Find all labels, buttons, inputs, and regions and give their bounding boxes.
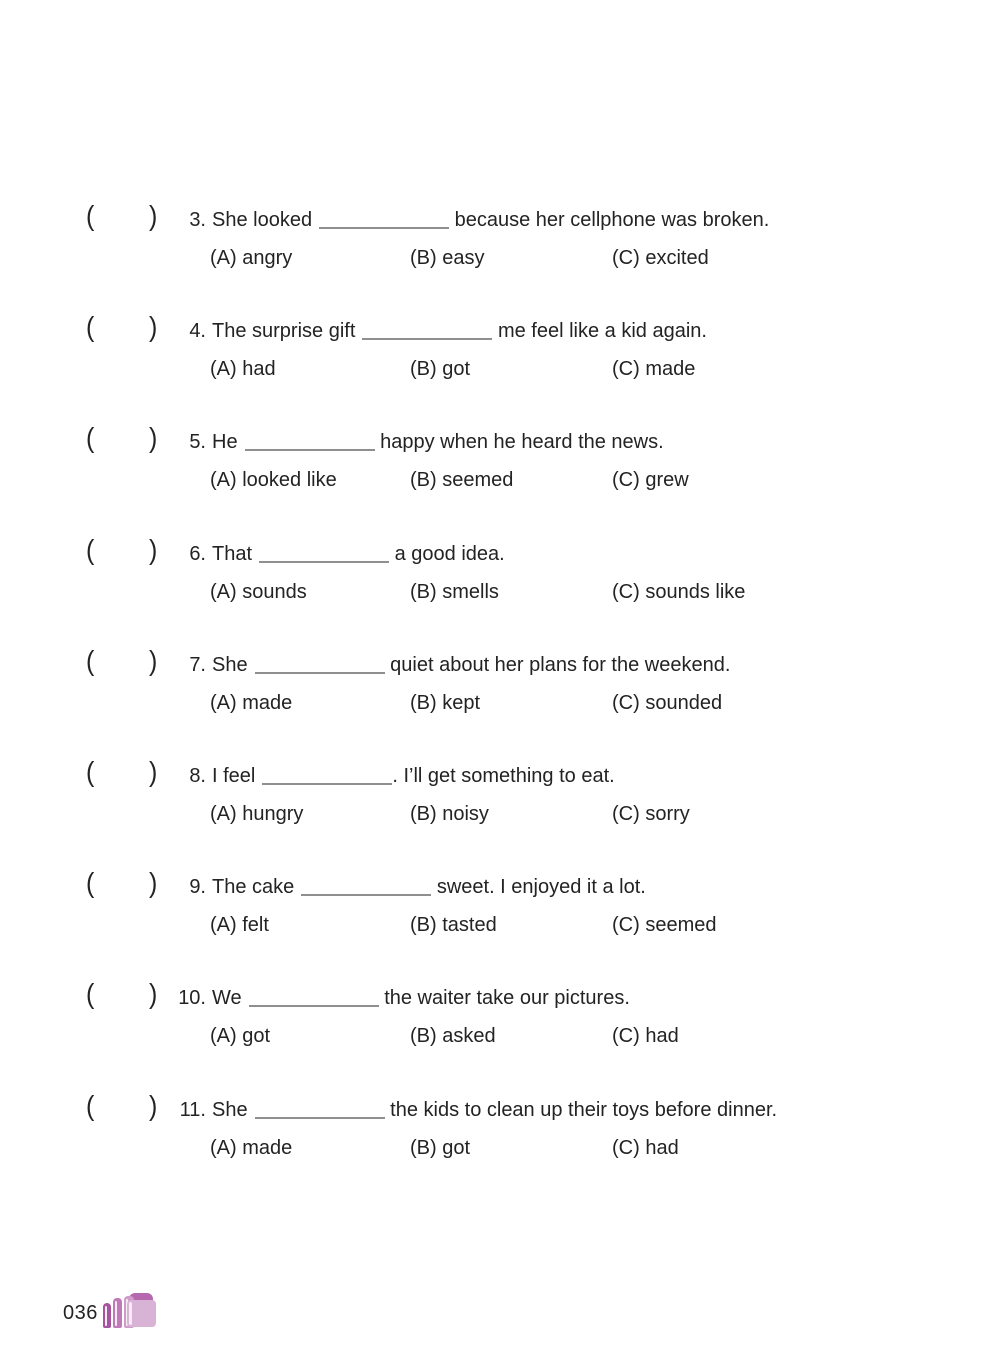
option-label: (C) (612, 1136, 640, 1159)
option-label: (C) (612, 691, 640, 714)
answer-paren-close: ) (149, 422, 158, 455)
question-text (212, 1098, 777, 1122)
option-text: tasted (442, 914, 497, 937)
answer-paren-open: ( (86, 422, 95, 455)
question-line (0, 978, 1000, 1010)
book-front-cover (127, 1300, 156, 1327)
option-label: (B) (410, 247, 437, 269)
question-text (212, 542, 505, 566)
option-text: asked (442, 1025, 496, 1048)
option-text: made (242, 691, 293, 714)
question-number: 5. (189, 431, 206, 454)
option-text: seemed (442, 469, 514, 492)
question-row (0, 756, 1000, 875)
option-label: (C) (612, 802, 640, 825)
option-label: (A) (210, 358, 237, 381)
question-row (0, 645, 1000, 764)
option-label: (B) (410, 1025, 437, 1048)
option-text: grew (645, 469, 689, 492)
questions-list (0, 200, 1000, 1209)
question-text (212, 875, 646, 899)
option-c (612, 356, 695, 382)
question-text (212, 986, 630, 1010)
page-number: 036 (63, 1302, 98, 1324)
option-a (210, 801, 303, 827)
option-label: (A) (210, 802, 237, 825)
option-text: had (242, 358, 276, 381)
option-text: sounds (242, 580, 307, 603)
option-a (210, 467, 337, 493)
option-a (210, 245, 292, 271)
options-row (0, 690, 1000, 716)
option-text: kept (442, 691, 481, 714)
option-text: had (645, 1136, 679, 1159)
option-text: looked like (242, 469, 337, 492)
options-row (0, 245, 1000, 271)
options-row (0, 579, 1000, 605)
question-number: 4. (189, 320, 206, 343)
question-pre: He (212, 431, 238, 454)
option-c (612, 690, 722, 716)
question-row (0, 533, 1000, 653)
options-row (0, 801, 1000, 827)
question-row (0, 311, 1000, 430)
answer-blank (262, 779, 392, 785)
question-post: me feel like a kid again. (492, 320, 707, 343)
question-line (0, 200, 1000, 232)
question-line (0, 867, 1000, 899)
option-c (612, 801, 690, 827)
options-row (0, 467, 1000, 493)
options-row (0, 1023, 1000, 1049)
option-label: (B) (410, 469, 437, 492)
answer-paren-close: ) (149, 533, 158, 566)
option-b (410, 467, 513, 493)
question-line (0, 645, 1000, 677)
option-label: (A) (210, 914, 237, 937)
option-label: (C) (612, 247, 640, 269)
answer-paren-close: ) (149, 1089, 158, 1122)
answer-blank (255, 1113, 385, 1119)
question-pre: I feel (212, 764, 256, 787)
question-post: a good idea. (389, 542, 505, 565)
question-number: 6. (189, 542, 206, 565)
answer-paren-open: ( (86, 311, 95, 343)
book-spine-dark (103, 1303, 111, 1328)
option-text: got (242, 1025, 271, 1048)
answer-paren-open: ( (86, 867, 95, 899)
answer-blank (301, 890, 431, 896)
option-text: had (645, 1025, 679, 1048)
options-row (0, 912, 1000, 938)
book-stack-icon (103, 1293, 159, 1329)
option-label: (C) (612, 358, 640, 381)
question-number: 3. (189, 209, 206, 231)
option-text: sounds like (645, 580, 746, 603)
option-text: felt (242, 914, 269, 937)
option-c (612, 467, 689, 493)
answer-paren-open: ( (86, 978, 95, 1010)
answer-blank (259, 557, 389, 563)
option-text: hungry (242, 802, 304, 825)
question-number: 7. (189, 653, 206, 676)
option-label: (C) (612, 914, 640, 937)
question-row (0, 978, 1000, 1097)
question-number: 10. (178, 987, 206, 1010)
answer-paren-close: ) (149, 311, 158, 343)
answer-paren-open: ( (86, 200, 95, 232)
option-a (210, 579, 307, 605)
question-post: because her cellphone was broken. (449, 209, 770, 231)
question-pre: She (212, 1098, 248, 1121)
option-b (410, 690, 480, 716)
question-line (0, 756, 1000, 788)
question-text (212, 319, 707, 343)
option-text: seemed (645, 914, 717, 937)
question-text (212, 208, 769, 232)
question-line (0, 311, 1000, 343)
option-label: (B) (410, 580, 437, 603)
question-pre: She looked (212, 209, 313, 231)
option-c (612, 1135, 679, 1161)
option-a (210, 1135, 292, 1161)
option-a (210, 912, 269, 938)
option-text: excited (645, 247, 709, 269)
option-b (410, 801, 489, 827)
option-b (410, 1023, 496, 1049)
question-pre: The cake (212, 876, 295, 899)
option-label: (A) (210, 469, 237, 492)
option-a (210, 356, 276, 382)
question-row (0, 867, 1000, 986)
answer-paren-close: ) (149, 978, 158, 1010)
option-c (612, 579, 745, 605)
page-footer (63, 1293, 263, 1333)
options-row (0, 356, 1000, 382)
option-text: easy (442, 247, 485, 269)
question-pre: The surprise gift (212, 320, 356, 343)
question-pre: We (212, 987, 242, 1010)
option-label: (A) (210, 1136, 237, 1159)
option-text: sounded (645, 691, 723, 714)
answer-paren-open: ( (86, 1089, 95, 1122)
answer-blank (362, 334, 492, 340)
option-label: (B) (410, 691, 437, 714)
option-label: (C) (612, 469, 640, 492)
question-pre: That (212, 542, 253, 565)
question-line (0, 422, 1000, 455)
question-post: sweet. I enjoyed it a lot. (431, 876, 646, 899)
answer-blank (255, 668, 385, 674)
option-b (410, 245, 484, 271)
option-text: got (442, 1136, 471, 1159)
question-row (0, 1089, 1000, 1209)
option-label: (C) (612, 580, 640, 603)
option-c (612, 1023, 679, 1049)
option-label: (A) (210, 1025, 237, 1048)
question-text (212, 653, 730, 677)
option-text: sorry (645, 802, 690, 825)
option-b (410, 1135, 470, 1161)
option-text: noisy (442, 802, 489, 825)
question-row (0, 200, 1000, 319)
question-row (0, 422, 1000, 541)
question-text (212, 764, 615, 788)
option-c (612, 245, 709, 271)
answer-paren-open: ( (86, 756, 95, 788)
option-b (410, 912, 497, 938)
option-label: (B) (410, 914, 437, 937)
answer-paren-open: ( (86, 533, 95, 566)
question-post: happy when he heard the news. (374, 431, 664, 454)
question-pre: She (212, 653, 248, 676)
option-text: smells (442, 580, 499, 603)
question-line (0, 1089, 1000, 1122)
question-text (212, 430, 664, 454)
option-label: (A) (210, 691, 237, 714)
question-post: the waiter take our pictures. (378, 987, 630, 1010)
option-label: (B) (410, 358, 437, 381)
question-line (0, 533, 1000, 566)
option-label: (B) (410, 802, 437, 825)
question-number: 8. (189, 764, 206, 787)
option-text: made (242, 1136, 293, 1159)
option-b (410, 356, 470, 382)
options-row (0, 1135, 1000, 1161)
answer-paren-close: ) (149, 200, 158, 232)
option-label: (C) (612, 1025, 640, 1048)
answer-paren-open: ( (86, 645, 95, 677)
answer-paren-close: ) (149, 867, 158, 899)
question-number: 9. (189, 876, 206, 899)
answer-paren-close: ) (149, 645, 158, 677)
option-a (210, 1023, 270, 1049)
option-a (210, 690, 292, 716)
answer-paren-close: ) (149, 756, 158, 788)
option-label: (A) (210, 580, 237, 603)
option-label: (A) (210, 247, 237, 269)
option-label: (B) (410, 1136, 437, 1159)
option-text: made (645, 358, 696, 381)
option-b (410, 579, 499, 605)
option-text: got (442, 358, 471, 381)
question-post: quiet about her plans for the weekend. (384, 653, 731, 676)
question-post: the kids to clean up their toys before dinner. (384, 1098, 778, 1121)
question-number: 11. (179, 1098, 206, 1121)
answer-blank (249, 1001, 379, 1007)
book-spine-mid (113, 1298, 122, 1328)
option-text: angry (242, 247, 293, 269)
answer-blank (319, 223, 449, 229)
option-c (612, 912, 716, 938)
question-post: . I’ll get something to eat. (392, 764, 615, 787)
answer-blank (245, 445, 375, 451)
